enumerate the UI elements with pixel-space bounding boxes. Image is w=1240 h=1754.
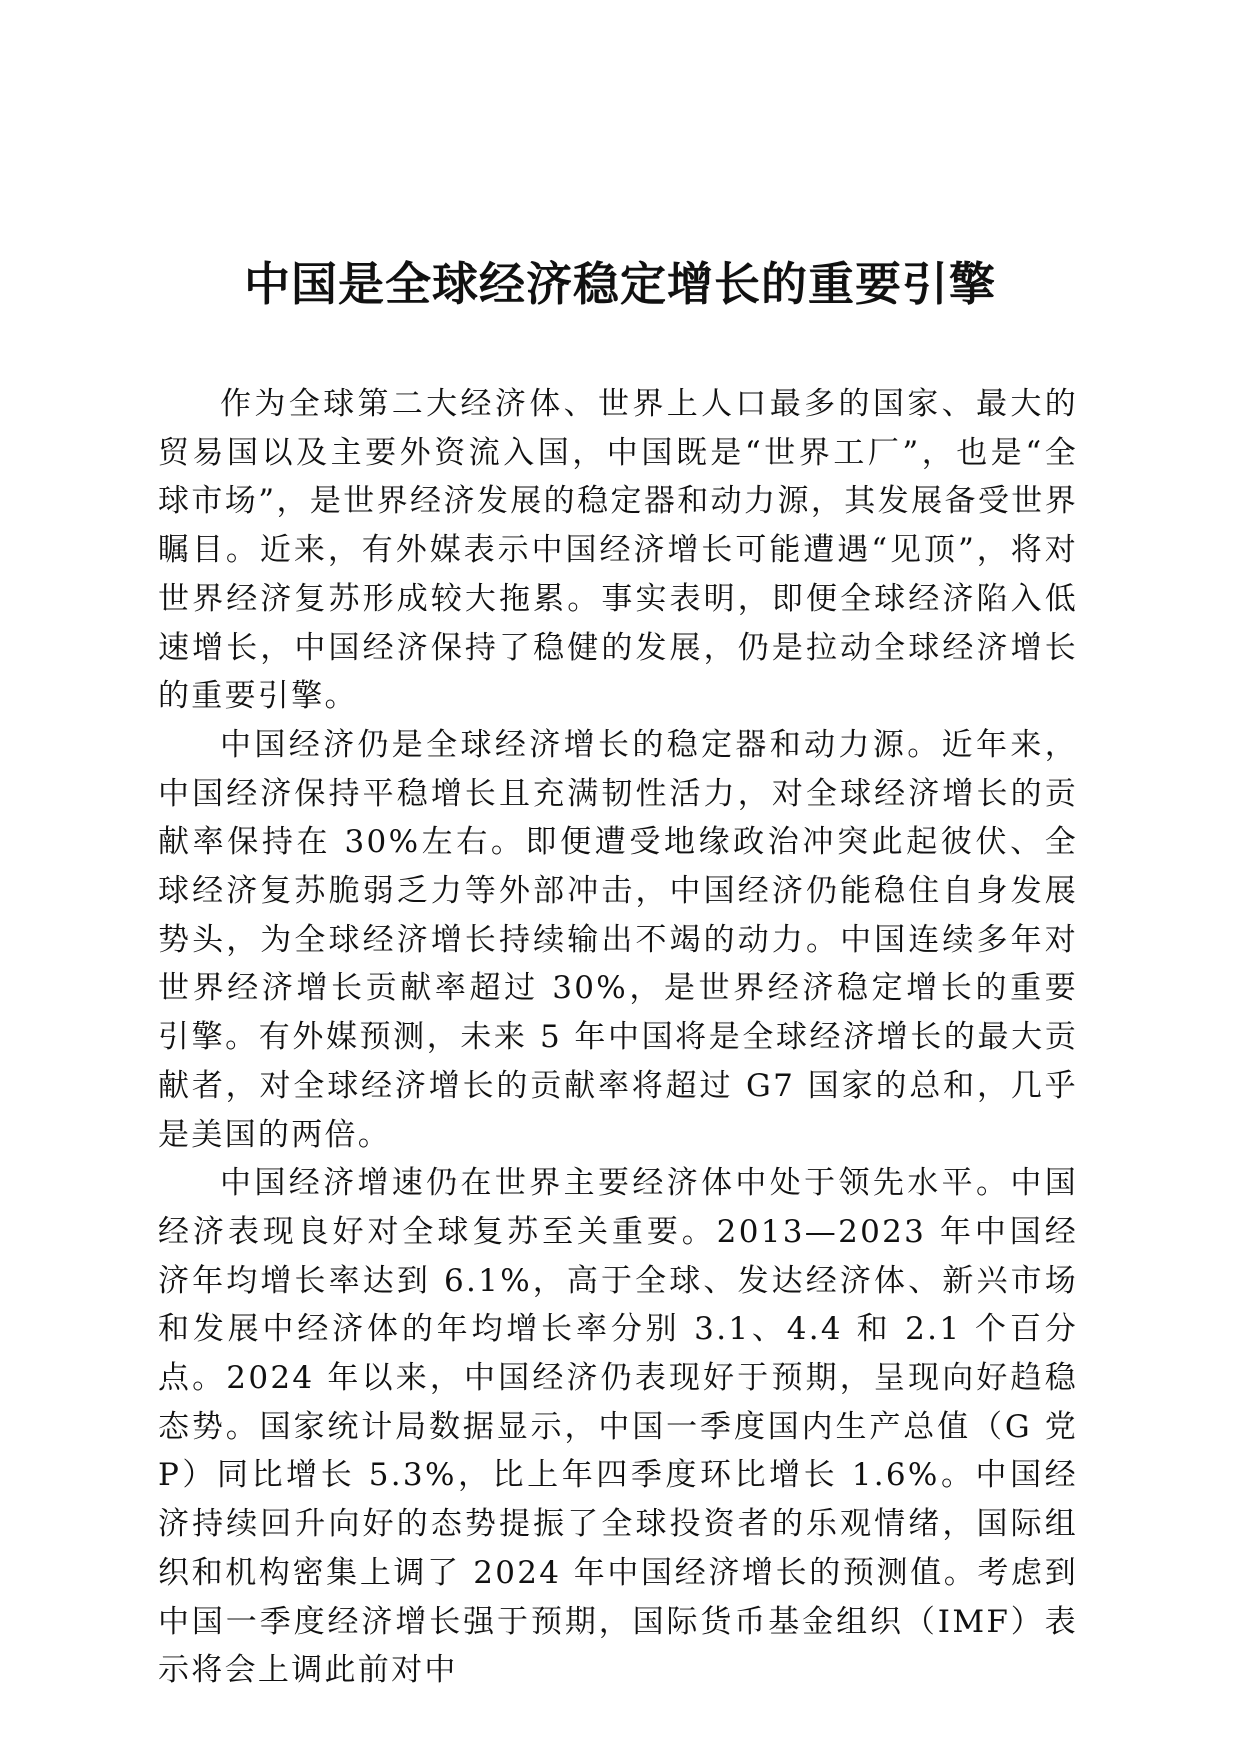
paragraph-3: 中国经济增速仍在世界主要经济体中处于领先水平。中国经济表现良好对全球复苏至关重要。2013—2023 年中国经济年均增长率达到 6.1%，高于全球、发达经济体、新兴市场和发展中经济体的年均增长率分别 3.1、4.4 和 2.1 个百分点。2024 年以来，中国经济仍表现好于预期，呈现向好趋稳态势。国家统计局数据显示，中国一季度国内生产总值（G 党 P）同比增长 5.3%，比上年四季度环比增长 1.6%。中国经济持续回升向好的态势提振了全球投资者的乐观情绪，国际组织和机构密集上调了 2024 年中国经济增长的预测值。考虑到中国一季度经济增长强于预期，国际货币基金组织（IMF）表示将会上调此前对中: [158, 1165, 1078, 1689]
paragraph-1: 作为全球第二大经济体、世界上人口最多的国家、最大的贸易国以及主要外资流入国，中国既是“世界工厂”，也是“全球市场”，是世界经济发展的稳定器和动力源，其发展备受世界瞩目。近来，有外媒表示中国经济增长可能遭遇“见顶”，将对世界经济复苏形成较大拖累。事实表明，即便全球经济陷入低速增长，中国经济保持了稳健的发展，仍是拉动全球经济增长的重要引擎。: [158, 386, 1078, 715]
paragraph-2: 中国经济仍是全球经济增长的稳定器和动力源。近年来，中国经济保持平稳增长且充满韧性活力，对全球经济增长的贡献率保持在 30%左右。即便遭受地缘政治冲突此起彼伏、全球经济复苏脆弱乏力等外部冲击，中国经济仍能稳住自身发展势头，为全球经济增长持续输出不竭的动力。中国连续多年对世界经济增长贡献率超过 30%，是世界经济稳定增长的重要引擎。有外媒预测，未来 5 年中国将是全球经济增长的最大贡献者，对全球经济增长的贡献率将超过 G7 国家的总和，几乎是美国的两倍。: [158, 726, 1078, 1153]
page-title: 中国是全球经济稳定增长的重要引擎: [244, 257, 996, 311]
article-body: [158, 380, 1078, 1695]
